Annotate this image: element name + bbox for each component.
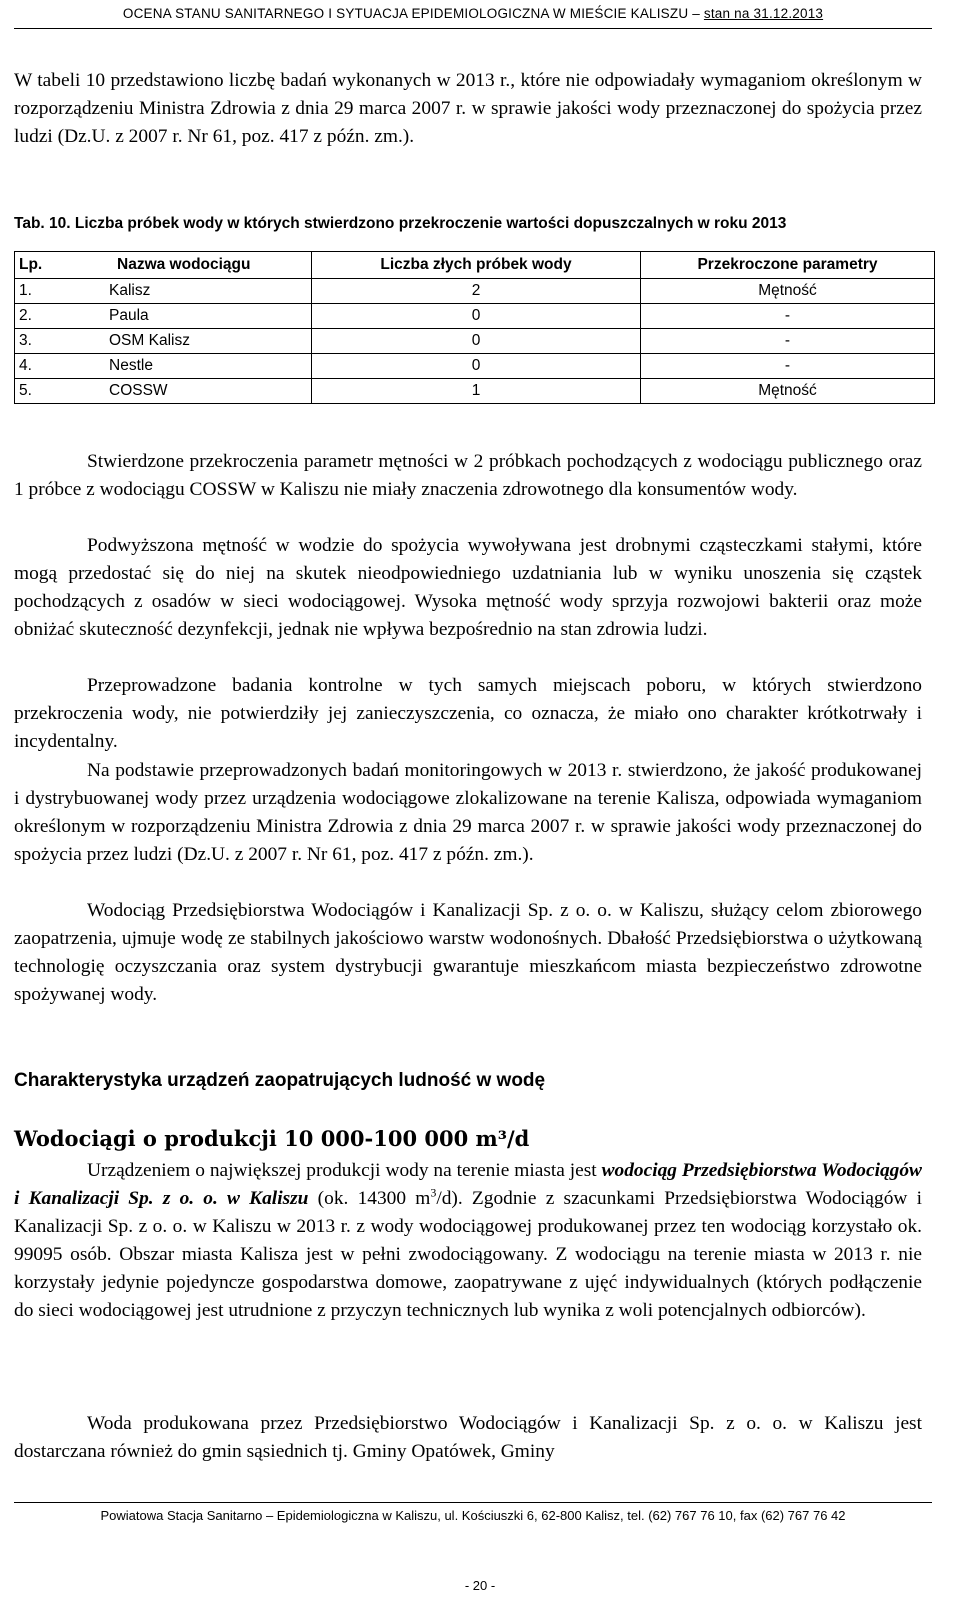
- table-caption: Tab. 10. Liczba próbek wody w których stwierdzono przekroczenie wartości dopuszczalnych w roku 2013: [14, 215, 787, 232]
- cell-count: 0: [312, 354, 641, 379]
- table-row: [15, 354, 935, 379]
- table-row: [15, 279, 935, 304]
- cell-count: 0: [312, 304, 641, 329]
- cell-name: Nestle: [73, 354, 312, 379]
- header-count: Liczba złych próbek wody: [312, 252, 641, 279]
- table-row: [15, 379, 935, 404]
- cell-param: -: [641, 329, 935, 354]
- running-header: [14, 0, 932, 29]
- cell-count: 2: [312, 279, 641, 304]
- cell-name: Kalisz: [73, 279, 312, 304]
- cell-lp: 4.: [15, 354, 74, 379]
- paragraph-turbidity-causes: Podwyższona mętność w wodzie do spożycia wywoływana jest drobnymi cząsteczkami stałymi, które mogą przedostać się do niej na skutek nieodpowiedniego uzdatniania lub w wyniku unoszenia się cząstek pochodzących z osadów w sieci wodociągowej. Wysoka mętność wody sprzyja rozwojowi bakterii oraz może obniżać skuteczność dezynfekcji, jednak nie wpływa bezpośrednio na stan zdrowia ludzi.: [14, 535, 922, 641]
- header-date: stan na 31.12.2013: [703, 6, 824, 21]
- main-text-emphasis: wodociąg Przedsiębiorstwa Wodociągów i Kanalizacji Sp. z o. o. w Kaliszu: [14, 1160, 922, 1210]
- footer-address: Powiatowa Stacja Sanitarno – Epidemiologiczna w Kaliszu, ul. Kościuszki 6, 62-800 Kalisz, tel. (62) 767 76 10, fax (62) 767 76 42: [100, 1508, 846, 1523]
- footer-divider: [14, 1502, 932, 1503]
- main-text-part2: (ok. 14300 m: [317, 1188, 431, 1210]
- intro-paragraph: W tabeli 10 przedstawiono liczbę badań wykonanych w 2013 r., które nie odpowiadały wymaganiom określonym w rozporządzeniu Ministra Zdrowia z dnia 29 marca 2007 r. w sprawie jakości wody przeznaczonej do spożycia przez ludzi (Dz.U. z 2007 r. Nr 61, poz. 417 z późn. zm.).: [14, 70, 922, 148]
- header-name: Nazwa wodociągu: [73, 252, 312, 279]
- table-row: [15, 304, 935, 329]
- cell-param: Mętność: [641, 379, 935, 404]
- exceedance-table: [14, 251, 935, 404]
- cell-name: Paula: [73, 304, 312, 329]
- paragraph-turbidity-findings: Stwierdzone przekroczenia parametr mętności w 2 próbkach pochodzących z wodociągu publicznego oraz 1 próbce z wodociągu COSSW w Kaliszu nie miały znaczenia zdrowotnego dla konsumentów wody.: [14, 451, 922, 501]
- cell-count: 0: [312, 329, 641, 354]
- cell-lp: 3.: [15, 329, 74, 354]
- cell-param: -: [641, 354, 935, 379]
- cell-lp: 5.: [15, 379, 74, 404]
- main-text-part1: Urządzeniem o największej produkcji wody na terenie miasta jest: [87, 1160, 597, 1181]
- sub-heading: Wodociągi o produkcji 10 000-100 000 m³/d: [14, 1126, 530, 1151]
- cell-param: Mętność: [641, 279, 935, 304]
- table-row: [15, 329, 935, 354]
- cell-name: OSM Kalisz: [73, 329, 312, 354]
- main-text-part3: /d). Zgodnie z szacunkami Przedsiębiorstwa Wodociągów i Kanalizacji Sp. z o. o. w Kaliszu w 2013 r. z wody wodociągowej produkowanej przez ten wodociąg korzystało ok. 99095 osób. Obszar miasta Kalisza jest w pełni zwodociągowany. Z wodociągu na terenie miasta w 2013 r. nie korzystały jedynie pojedyncze gospodarstwa domowe, zaopatrywane z ujęć indywidualnych (których podłączenie do sieci wodociągowej jest utrudnione z przyczyn technicznych lub wynika z woli potencjalnych odbiorców).: [14, 1188, 922, 1322]
- cell-lp: 2.: [15, 304, 74, 329]
- paragraph-main-waterworks: [14, 1157, 922, 1326]
- table-header-row: [15, 252, 935, 279]
- header-title: OCENA STANU SANITARNEGO I SYTUACJA EPIDEMIOLOGICZNA W MIEŚCIE KALISZU –: [122, 6, 700, 21]
- section-heading: Charakterystyka urządzeń zaopatrujących ludność w wodę: [14, 1070, 546, 1091]
- paragraph-waterworks-quality: Wodociąg Przedsiębiorstwa Wodociągów i Kanalizacji Sp. z o. o. w Kaliszu, służący celom zbiorowego zaopatrzenia, ujmuje wodę ze stabilnych jakościowo warstw wodonośnych. Dbałość Przedsiębiorstwa o użytkowaną technologię oczyszczania oraz system dystrybucji gwarantuje mieszkańcom miasta bezpieczeństwo zdrowotne spożywanej wody.: [14, 900, 922, 1006]
- paragraph-control-tests: Przeprowadzone badania kontrolne w tych samych miejscach poboru, w których stwierdzono przekroczenia wody, nie potwierdziły jej zanieczyszczenia, co oznacza, że miało ono charakter krótkotrwały i incydentalny.: [14, 675, 922, 753]
- paragraph-monitoring-conclusion: Na podstawie przeprowadzonych badań monitoringowych w 2013 r. stwierdzono, że jakość produkowanej i dystrybuowanej wody przez urządzenia wodociągowe zlokalizowane na terenie Kalisza, odpowiada wymaganiom określonym w rozporządzeniu Ministra Zdrowia z dnia 29 marca 2007 r. w sprawie jakości wody przeznaczonej do spożycia przez ludzi (Dz.U. z 2007 r. Nr 61, poz. 417 z późn. zm.).: [14, 760, 922, 866]
- paragraph-neighbouring-gminas: Woda produkowana przez Przedsiębiorstwo Wodociągów i Kanalizacji Sp. z o. o. w Kaliszu jest dostarczana również do gmin sąsiednich tj. Gminy Opatówek, Gminy: [14, 1413, 922, 1463]
- main-text-sup: 3: [430, 1185, 437, 1200]
- header-param: Przekroczone parametry: [641, 252, 935, 279]
- cell-count: 1: [312, 379, 641, 404]
- page-number: - 20 -: [464, 1578, 496, 1593]
- cell-name: COSSW: [73, 379, 312, 404]
- cell-lp: 1.: [15, 279, 74, 304]
- cell-param: -: [641, 304, 935, 329]
- header-lp: Lp.: [15, 252, 74, 279]
